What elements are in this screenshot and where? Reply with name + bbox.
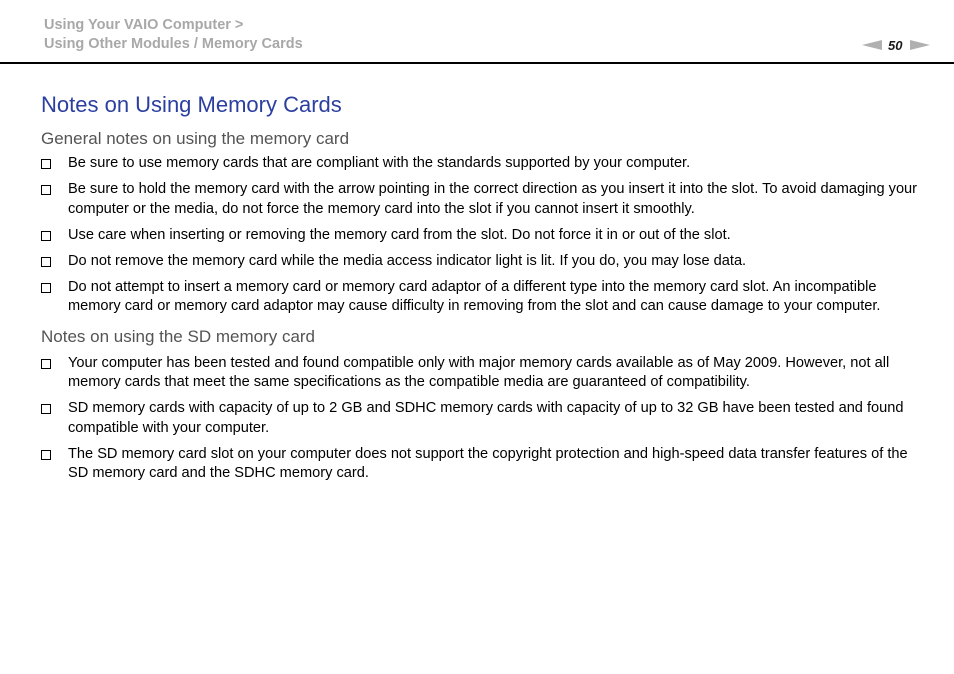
next-page-arrow-icon[interactable] [910,40,930,50]
checkbox-bullet-icon [41,231,51,241]
breadcrumb-chapter: Using Your VAIO Computer > [44,17,244,33]
page-header [0,0,954,64]
list-item: Use care when inserting or removing the memory card from the slot. Do not force it in or out of the slot. [41,226,921,246]
checkbox-bullet-icon [41,404,51,414]
checkbox-bullet-icon [41,450,51,460]
header-divider [0,62,954,64]
list-item: Be sure to use memory cards that are compliant with the standards supported by your computer. [41,154,921,174]
previous-page-arrow-icon[interactable] [862,40,882,50]
general-notes-list [41,154,921,317]
page-navigation [862,37,930,53]
list-item: Be sure to hold the memory card with the arrow pointing in the correct direction as you insert it into the slot. To avoid damaging your computer or the media, do not force the memory card into the slot if you cannot insert it smoothly. [41,180,921,219]
checkbox-bullet-icon [41,359,51,369]
checkbox-bullet-icon [41,159,51,169]
checkbox-bullet-icon [41,257,51,267]
list-item: Your computer has been tested and found compatible only with major memory cards available as of May 2009. However, not all memory cards that meet the same specifications as the compatible media are guaranteed of compatibility. [41,354,921,393]
page-content [41,91,921,490]
sd-notes-list [41,354,921,484]
page-title: Notes on Using Memory Cards [41,92,342,117]
breadcrumb [44,16,303,54]
list-item: Do not attempt to insert a memory card or memory card adaptor of a different type into the memory card slot. An incompatible memory card or memory card adaptor may cause difficulty in removing from the slot and can cause damage to your computer. [41,278,921,317]
page-number: 50 [888,37,903,53]
list-item: Do not remove the memory card while the media access indicator light is lit. If you do, you may lose data. [41,252,921,272]
section-heading-general: General notes on using the memory card [41,129,350,148]
list-item: SD memory cards with capacity of up to 2 GB and SDHC memory cards with capacity of up to 32 GB have been tested and found compatible with your computer. [41,399,921,438]
section-heading-sd: Notes on using the SD memory card [41,326,316,346]
checkbox-bullet-icon [41,185,51,195]
checkbox-bullet-icon [41,283,51,293]
list-item: The SD memory card slot on your computer does not support the copyright protection and high-speed data transfer features of the SD memory card and the SDHC memory card. [41,445,921,484]
breadcrumb-section: Using Other Modules / Memory Cards [44,36,303,52]
